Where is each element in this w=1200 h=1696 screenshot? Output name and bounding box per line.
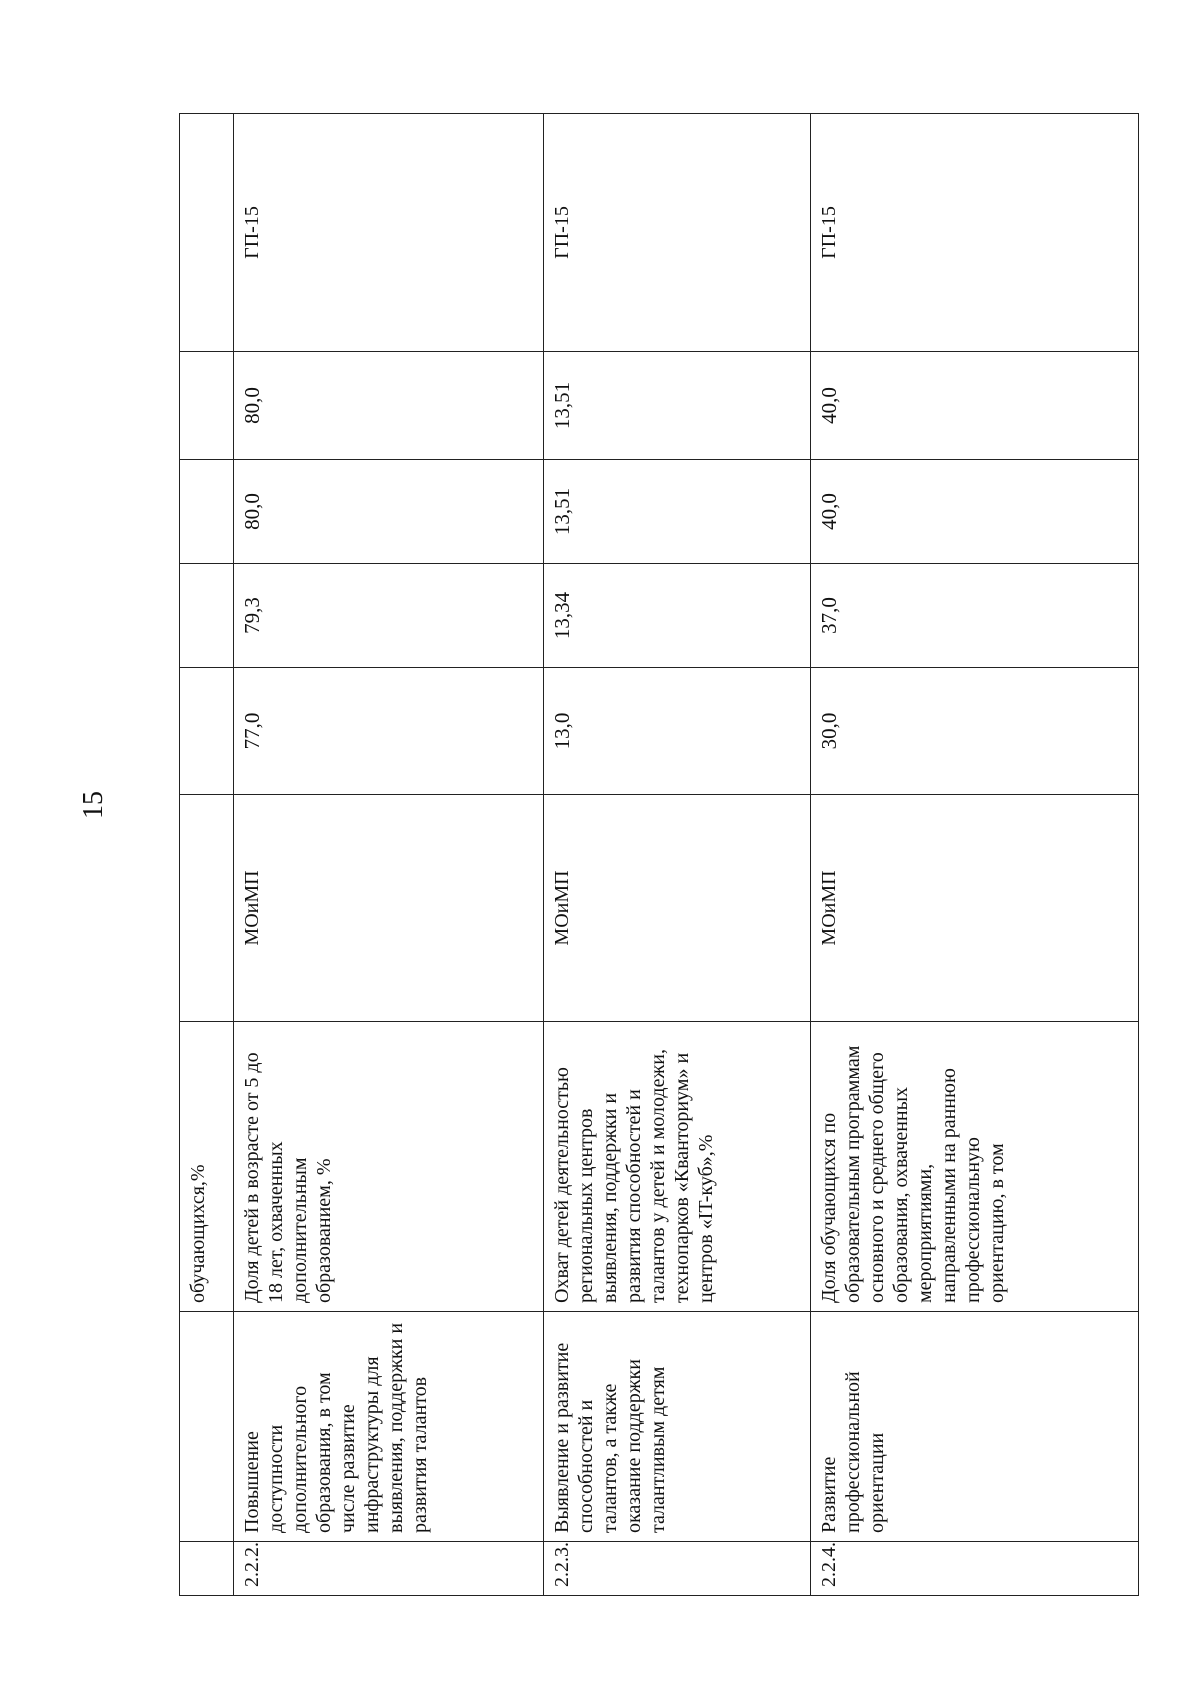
value-cell-1: 77,0 [233, 668, 543, 795]
task-cell: Повышение доступности дополнительного образования, в том числе развитие инфраструктуры для выявления, поддержки и развития талантов [233, 1312, 543, 1542]
header-cell-v2 [180, 564, 234, 668]
value-cell-3: 80,0 [233, 460, 543, 564]
header-cell-v4 [180, 352, 234, 460]
task-cell: Развитие профессиональной ориентации [810, 1312, 1139, 1542]
value-cell-2: 37,0 [810, 564, 1139, 668]
value-cell-4: 80,0 [233, 352, 543, 460]
table-header-row [180, 114, 234, 1596]
source-cell: ГП-15 [544, 114, 810, 352]
value-cell-3: 13,51 [544, 460, 810, 564]
table-row [544, 114, 810, 1596]
row-number: 2.2.3. [544, 1542, 810, 1596]
responsible-cell: МОиМП [810, 795, 1139, 1022]
source-cell: ГП-15 [233, 114, 543, 352]
source-cell: ГП-15 [810, 114, 1139, 352]
task-cell: Выявление и развитие способностей и талантов, а также оказание поддержки талантливым детям [544, 1312, 810, 1542]
value-cell-4: 40,0 [810, 352, 1139, 460]
header-cell-num [180, 1542, 234, 1596]
header-cell-v1 [180, 668, 234, 795]
header-cell-v3 [180, 460, 234, 564]
indicator-cell: Охват детей деятельностью региональных центров выявления, поддержки и развития способностей и талантов у детей и молодежи, технопарков «Кванториум» и центров «IT-куб»,% [544, 1022, 810, 1312]
value-cell-1: 30,0 [810, 668, 1139, 795]
value-cell-4: 13,51 [544, 352, 810, 460]
indicator-cell: Доля обучающихся по образовательным программам основного и среднего общего образования, охваченных мероприятиями, направленными на раннюю профессиональную ориентацию, в том [810, 1022, 1139, 1312]
header-cell-indicator: обучающихся,% [180, 1022, 234, 1312]
indicator-cell: Доля детей в возрасте от 5 до 18 лет, охваченных дополнительным образованием, % [233, 1022, 543, 1312]
row-number: 2.2.4. [810, 1542, 1139, 1596]
value-cell-1: 13,0 [544, 668, 810, 795]
table-row [810, 114, 1139, 1596]
responsible-cell: МОиМП [233, 795, 543, 1022]
header-cell-responsible [180, 795, 234, 1022]
header-cell-source [180, 114, 234, 352]
row-number: 2.2.2. [233, 1542, 543, 1596]
responsible-cell: МОиМП [544, 795, 810, 1022]
rotated-table-frame [179, 114, 1139, 1596]
value-cell-2: 13,34 [544, 564, 810, 668]
plan-table [179, 113, 1139, 1596]
value-cell-3: 40,0 [810, 460, 1139, 564]
value-cell-2: 79,3 [233, 564, 543, 668]
page-number: 15 [78, 791, 109, 819]
table-row [233, 114, 543, 1596]
header-cell-task [180, 1312, 234, 1542]
